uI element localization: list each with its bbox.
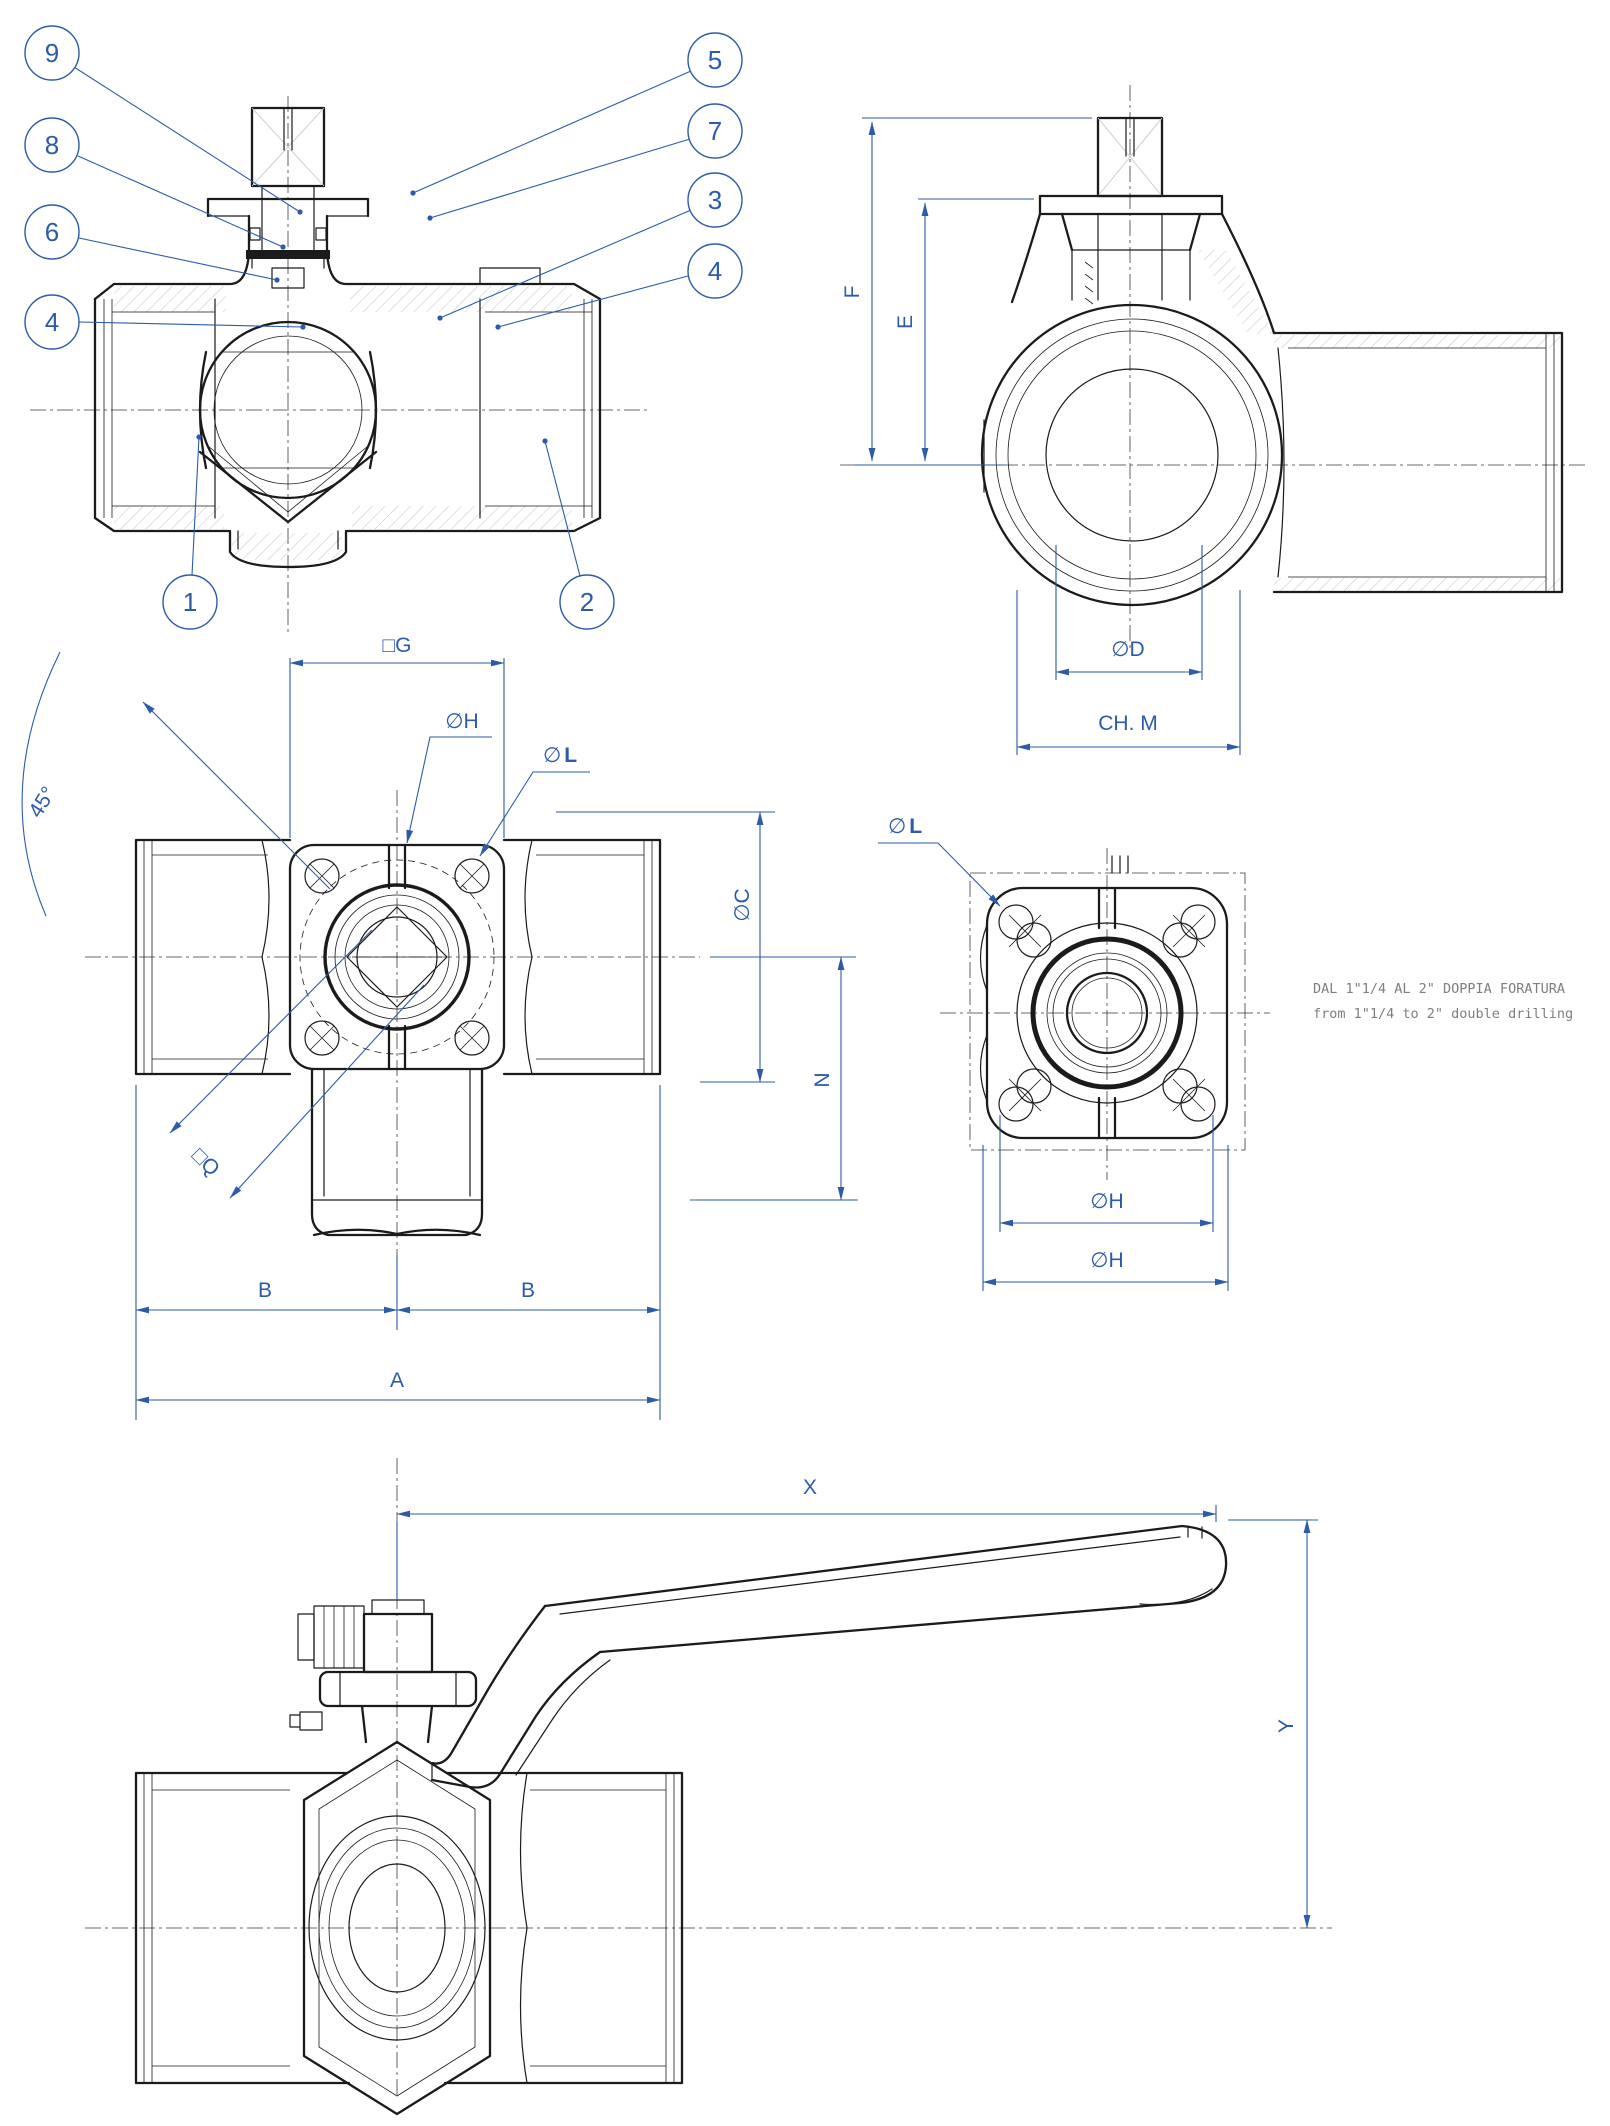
svg-text:4: 4 bbox=[707, 256, 723, 286]
svg-text:6: 6 bbox=[44, 217, 60, 247]
balloon-7 bbox=[688, 104, 742, 158]
callout-leaders bbox=[74, 67, 691, 576]
view-side-handle bbox=[85, 1458, 1332, 2114]
dim-label-sq-q: □Q bbox=[187, 1143, 225, 1181]
dim-label-phi-c: ∅C bbox=[731, 888, 754, 922]
balloon-5 bbox=[688, 33, 742, 87]
svg-text:4: 4 bbox=[44, 307, 60, 337]
dim-label-a: A bbox=[389, 1369, 405, 1392]
balloon-8 bbox=[25, 118, 79, 172]
dim-label-x: X bbox=[802, 1476, 818, 1499]
callout-balloons bbox=[25, 26, 742, 629]
balloon-9 bbox=[25, 26, 79, 80]
view-side-section bbox=[840, 85, 1585, 755]
dim-label-phi-l-flange: ∅ L bbox=[887, 815, 923, 838]
dim-label-y: Y bbox=[1275, 1718, 1298, 1734]
balloon-4-left bbox=[25, 295, 79, 349]
view-top bbox=[22, 634, 858, 1420]
dim-label-sq-g: □G bbox=[382, 634, 412, 657]
view-bottom-flange bbox=[878, 815, 1573, 1291]
dim-label-n: N bbox=[811, 1072, 834, 1088]
svg-text:9: 9 bbox=[44, 38, 60, 68]
body-side bbox=[982, 305, 1282, 605]
svg-text:3: 3 bbox=[707, 185, 723, 215]
dim-label-ch-m: CH. M bbox=[1098, 712, 1158, 735]
svg-text:2: 2 bbox=[579, 587, 595, 617]
dim-label-phi-l-top: ∅ L bbox=[542, 744, 578, 767]
balloon-4-right bbox=[688, 244, 742, 298]
svg-text:8: 8 bbox=[44, 130, 60, 160]
dim-label-f: F bbox=[841, 285, 864, 299]
balloon-3 bbox=[688, 173, 742, 227]
dim-label-phi-h2: ∅H bbox=[1090, 1249, 1124, 1272]
dim-label-e: E bbox=[894, 314, 917, 330]
dim-label-phi-h-top: ∅H bbox=[445, 710, 479, 733]
note-line-english: from 1"1/4 to 2" double drilling bbox=[1313, 1006, 1574, 1022]
balloon-2 bbox=[560, 575, 614, 629]
dim-label-b1: B bbox=[257, 1279, 273, 1302]
svg-text:1: 1 bbox=[182, 587, 198, 617]
svg-text:7: 7 bbox=[707, 116, 723, 146]
note-line-italian: DAL 1"1/4 AL 2" DOPPIA FORATURA bbox=[1313, 981, 1565, 997]
dim-label-phi-h1: ∅H bbox=[1090, 1190, 1124, 1213]
dim-label-phi-d: ∅D bbox=[1111, 638, 1145, 661]
balloon-1 bbox=[163, 575, 217, 629]
handle-lever bbox=[432, 1526, 1226, 1787]
balloon-6 bbox=[25, 205, 79, 259]
dim-label-45: 45° bbox=[24, 782, 61, 822]
stem-nut bbox=[364, 1614, 432, 1672]
svg-text:5: 5 bbox=[707, 45, 723, 75]
dim-label-b2: B bbox=[520, 1279, 536, 1302]
